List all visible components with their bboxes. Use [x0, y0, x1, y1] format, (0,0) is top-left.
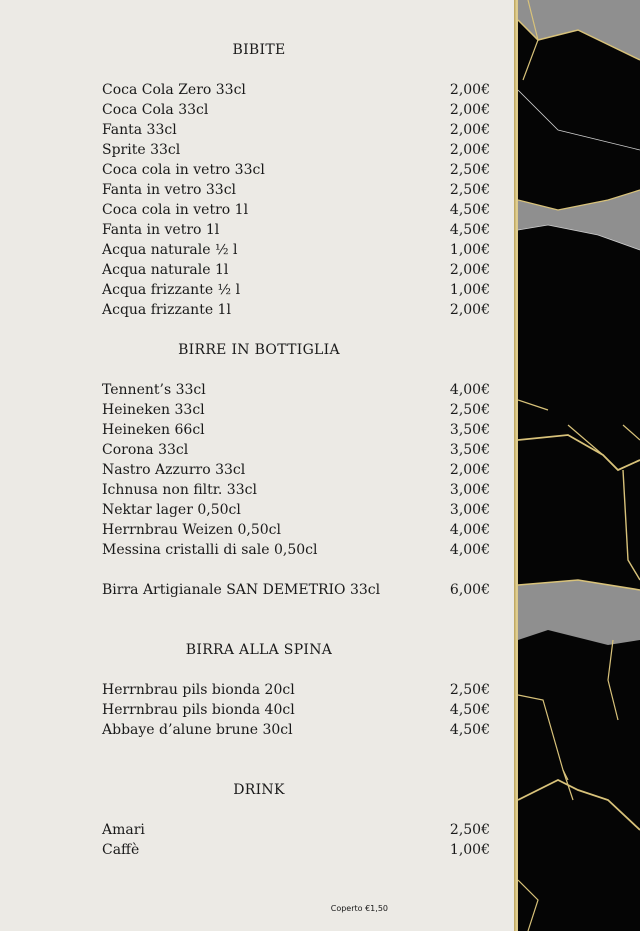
item-name: Herrnbrau pils bionda 20cl [102, 682, 295, 698]
item-name: Coca Cola 33cl [102, 102, 209, 118]
item-price: 1,00€ [449, 282, 490, 298]
item-name: Acqua naturale ½ l [102, 242, 238, 258]
item-price: 2,00€ [449, 462, 490, 478]
item-price: 2,00€ [449, 142, 490, 158]
item-name: Coca cola in vetro 33cl [102, 162, 265, 178]
item-name: Heineken 66cl [102, 422, 205, 438]
item-name: Coca Cola Zero 33cl [102, 82, 246, 98]
item-price: 4,50€ [449, 722, 490, 738]
menu-item [102, 282, 490, 302]
item-name: Heineken 33cl [102, 402, 205, 418]
item-name: Herrnbrau pils bionda 40cl [102, 702, 295, 718]
item-price: 3,00€ [449, 502, 490, 518]
menu-item [102, 182, 490, 202]
menu-item [102, 702, 490, 722]
menu-item [102, 422, 490, 442]
item-price: 2,00€ [449, 262, 490, 278]
menu-item [102, 522, 490, 542]
menu-item [102, 722, 490, 742]
menu-item [102, 302, 490, 322]
item-price: 4,50€ [449, 702, 490, 718]
menu-item [102, 242, 490, 262]
item-name: Abbaye d’alune brune 30cl [102, 722, 293, 738]
menu-item [102, 582, 490, 602]
item-price: 4,50€ [449, 202, 490, 218]
item-name: Fanta 33cl [102, 122, 177, 138]
item-name: Birra Artigianale SAN DEMETRIO 33cl [102, 582, 381, 598]
item-price: 4,00€ [449, 542, 490, 558]
section-title-birra-alla-spina: BIRRA ALLA SPINA [185, 642, 333, 658]
menu-item [102, 482, 490, 502]
menu-item [102, 822, 490, 842]
menu-item [102, 442, 490, 462]
menu-item [102, 542, 490, 562]
menu-item [102, 462, 490, 482]
black-marble-panel [518, 0, 640, 931]
menu-item [102, 222, 490, 242]
item-price: 1,00€ [449, 242, 490, 258]
menu-item [102, 162, 490, 182]
section-title-birre-in-bottiglia: BIRRE IN BOTTIGLIA [178, 342, 340, 358]
item-name: Corona 33cl [102, 442, 189, 458]
item-price: 3,50€ [449, 442, 490, 458]
item-price: 2,00€ [449, 302, 490, 318]
menu-item [102, 122, 490, 142]
menu-item [102, 382, 490, 402]
item-name: Fanta in vetro 1l [102, 222, 220, 238]
menu-item [102, 402, 490, 422]
menu-item [102, 102, 490, 122]
item-price: 2,50€ [449, 162, 490, 178]
item-name: Coca cola in vetro 1l [102, 202, 249, 218]
item-name: Nektar lager 0,50cl [102, 502, 241, 518]
item-price: 4,00€ [449, 382, 490, 398]
item-name: Herrnbrau Weizen 0,50cl [102, 522, 281, 538]
item-price: 1,00€ [449, 842, 490, 858]
item-price: 4,50€ [449, 222, 490, 238]
item-price: 2,50€ [449, 822, 490, 838]
item-price: 3,00€ [449, 482, 490, 498]
menu-item [102, 682, 490, 702]
item-price: 6,00€ [449, 582, 490, 598]
item-name: Tennent’s 33cl [102, 382, 206, 398]
item-price: 2,50€ [449, 402, 490, 418]
item-name: Ichnusa non filtr. 33cl [102, 482, 257, 498]
item-name: Amari [102, 822, 145, 838]
item-price: 3,50€ [449, 422, 490, 438]
marble-veins [518, 0, 640, 931]
menu-item [102, 502, 490, 522]
menu-item [102, 142, 490, 162]
item-name: Acqua frizzante ½ l [102, 282, 241, 298]
menu-item [102, 262, 490, 282]
section-title-bibite: BIBITE [232, 42, 286, 58]
menu-item [102, 842, 490, 862]
item-price: 2,00€ [449, 122, 490, 138]
item-name: Caffè [102, 842, 140, 858]
item-price: 4,00€ [449, 522, 490, 538]
item-name: Fanta in vetro 33cl [102, 182, 237, 198]
item-price: 2,50€ [449, 682, 490, 698]
item-price: 2,00€ [449, 82, 490, 98]
coperto-note: Coperto €1,50 [330, 904, 388, 913]
menu-item [102, 82, 490, 102]
item-name: Sprite 33cl [102, 142, 181, 158]
menu-item [102, 202, 490, 222]
item-price: 2,50€ [449, 182, 490, 198]
item-name: Acqua naturale 1l [102, 262, 229, 278]
item-name: Messina cristalli di sale 0,50cl [102, 542, 318, 558]
section-title-drink: DRINK [233, 782, 285, 798]
item-price: 2,00€ [449, 102, 490, 118]
item-name: Nastro Azzurro 33cl [102, 462, 246, 478]
item-name: Acqua frizzante 1l [102, 302, 231, 318]
